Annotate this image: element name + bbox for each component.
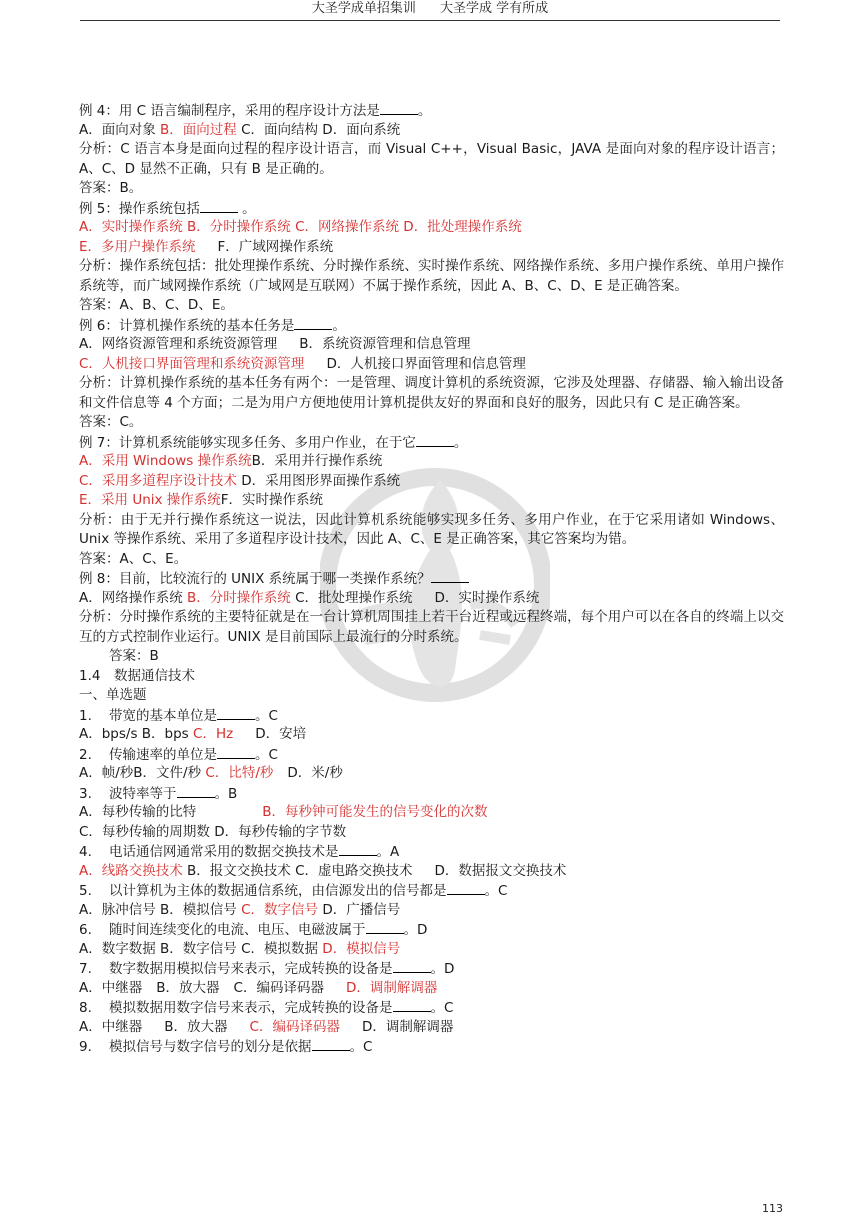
ex4-answer: 答案：B。	[79, 180, 143, 196]
ex5-question: 例 5：操作系统包括 。	[79, 200, 256, 217]
ex7-question: 例 7：计算机系统能够实现多任务、多用户作业，在于它 。	[79, 434, 468, 451]
header-right: 大圣学成 学有所成	[440, 1, 549, 16]
q8-question: 8. 模拟数据用数字信号来表示，完成转换的设备是 。C	[79, 1000, 454, 1016]
q3-options-1: A．每秒传输的比特 B．每秒钟可能发生的信号变化的次数	[79, 804, 488, 820]
q3-question: 3. 波特率等于 。B	[79, 785, 238, 802]
q1-question: 1. 带宽的基本单位是 。C	[79, 707, 278, 724]
q6-question: 6. 随时间连续变化的电流、电压、电磁波属于 。D	[79, 922, 428, 938]
ex5-options-2: E．多用户操作系统 F．广域网操作系统	[79, 238, 334, 255]
ex4-options: A．面向对象 B．面向过程 C．面向结构 D．面向系统	[79, 121, 401, 138]
ex5-options-1: A．实时操作系统 B．分时操作系统 C．网络操作系统 D．批处理操作系统	[79, 219, 522, 235]
section-title: 1.4 数据通信技术	[79, 667, 195, 684]
q3-options-2: C．每秒传输的周期数 D．每秒传输的字节数	[79, 823, 347, 840]
q5-options: A．脉冲信号 B．模拟信号 C．数字信号 D．广播信号	[79, 901, 401, 918]
ex8-answer: 答案：B	[109, 648, 159, 664]
q1-options: A．bps/s B．bps C．Hz D．安培	[79, 726, 307, 742]
ex6-question: 例 6：计算机操作系统的基本任务是 。	[79, 317, 346, 334]
header-left: 大圣学成单招集训	[311, 1, 416, 16]
q2-question: 2. 传输速率的单位是 。C	[79, 746, 278, 763]
q4-options: A．线路交换技术 B．报文交换技术 C．虚电路交换技术 D．数据报文交换技术	[79, 862, 567, 879]
ex5-analysis: 分析：操作系统包括：批处理操作系统、分时操作系统、实时操作系统、网络操作系统、多用户操作系统、单用户操作系统等，而广域网操作系统（广域网是互联网）不属于操作系统，因此 A、B、C、D、E 是正确答案。	[79, 258, 784, 294]
q9-question: 9. 模拟信号与数字信号的划分是依据 。C	[79, 1039, 373, 1055]
ex7-analysis: 分析：由于无并行操作系统这一说法，因此计算机系统能够实现多任务、多用户作业，在于它采用诸如 Windows、Unix 等操作系统、采用了多道程序设计技术，因此 A、C、E 是正确答案，其它答案均为错。	[79, 511, 784, 547]
ex8-question: 例 8：目前，比较流行的 UNIX 系统属于哪一类操作系统？	[79, 569, 784, 589]
q5-question: 5. 以计算机为主体的数据通信系统，由信源发出的信号都是 。C	[79, 883, 508, 899]
ex7-options-1: A．采用 Windows 操作系统B．采用并行操作系统	[79, 453, 383, 469]
q7-options: A．中继器 B．放大器 C．编码译码器 D．调制解调器	[79, 979, 438, 996]
page-header	[80, 0, 780, 21]
ex7-options-2: C．采用多道程序设计技术 D．采用图形界面操作系统	[79, 472, 401, 489]
document-body	[79, 101, 784, 1057]
ex7-options-3: E．采用 Unix 操作系统F．实时操作系统	[79, 492, 324, 508]
q4-question: 4. 电话通信网通常采用的数据交换技术是 。A	[79, 844, 400, 860]
ex6-options-2: C．人机接口界面管理和系统资源管理 D．人机接口界面管理和信息管理	[79, 355, 526, 372]
ex4-question: 例 4：用 C 语言编制程序，采用的程序设计方法是 。	[79, 103, 432, 119]
ex6-options-1: A．网络资源管理和系统资源管理 B．系统资源管理和信息管理	[79, 336, 471, 352]
q8-options: A．中继器 B．放大器 C．编码译码器 D．调制解调器	[79, 1018, 454, 1035]
ex7-answer: 答案：A、C、E。	[79, 550, 188, 567]
correct-option: B．面向过程	[160, 121, 237, 138]
ex8-options: A．网络操作系统 B．分时操作系统 C．批处理操作系统 D．实时操作系统	[79, 589, 540, 606]
page-number: 113	[762, 1202, 783, 1215]
section-subtitle: 一、单选题	[79, 687, 147, 703]
ex8-analysis: 分析：分时操作系统的主要特征就是在一台计算机周围挂上若干台近程或远程终端，每个用户可以在各自的终端上以交互的方式控制作业运行。UNIX 是目前国际上最流行的分时系统。	[79, 609, 784, 645]
ex6-analysis: 分析：计算机操作系统的基本任务有两个：一是管理、调度计算机的系统资源，它涉及处理器、存储器、输入输出设备和文件信息等 4 个方面；二是为用户方便地使用计算机提供友好的界面和良好的服务，因此只有 C 是正确答案。	[79, 375, 784, 411]
q6-options: A．数字数据 B．数字信号 C．模拟数据 D．模拟信号	[79, 940, 401, 957]
ex6-answer: 答案：C。	[79, 414, 143, 430]
q2-options: A．帧/秒B．文件/秒 C．比特/秒 D．米/秒	[79, 765, 343, 781]
q7-question: 7. 数字数据用模拟信号来表示，完成转换的设备是 。D	[79, 961, 455, 977]
ex4-analysis: 分析：C 语言本身是面向过程的程序设计语言，而 Visual C++，Visual Basic，JAVA 是面向对象的程序设计语言；A、C、D 显然不正确，只有 B 是正确的。	[79, 141, 784, 177]
ex5-answer: 答案：A、B、C、D、E。	[79, 297, 234, 313]
